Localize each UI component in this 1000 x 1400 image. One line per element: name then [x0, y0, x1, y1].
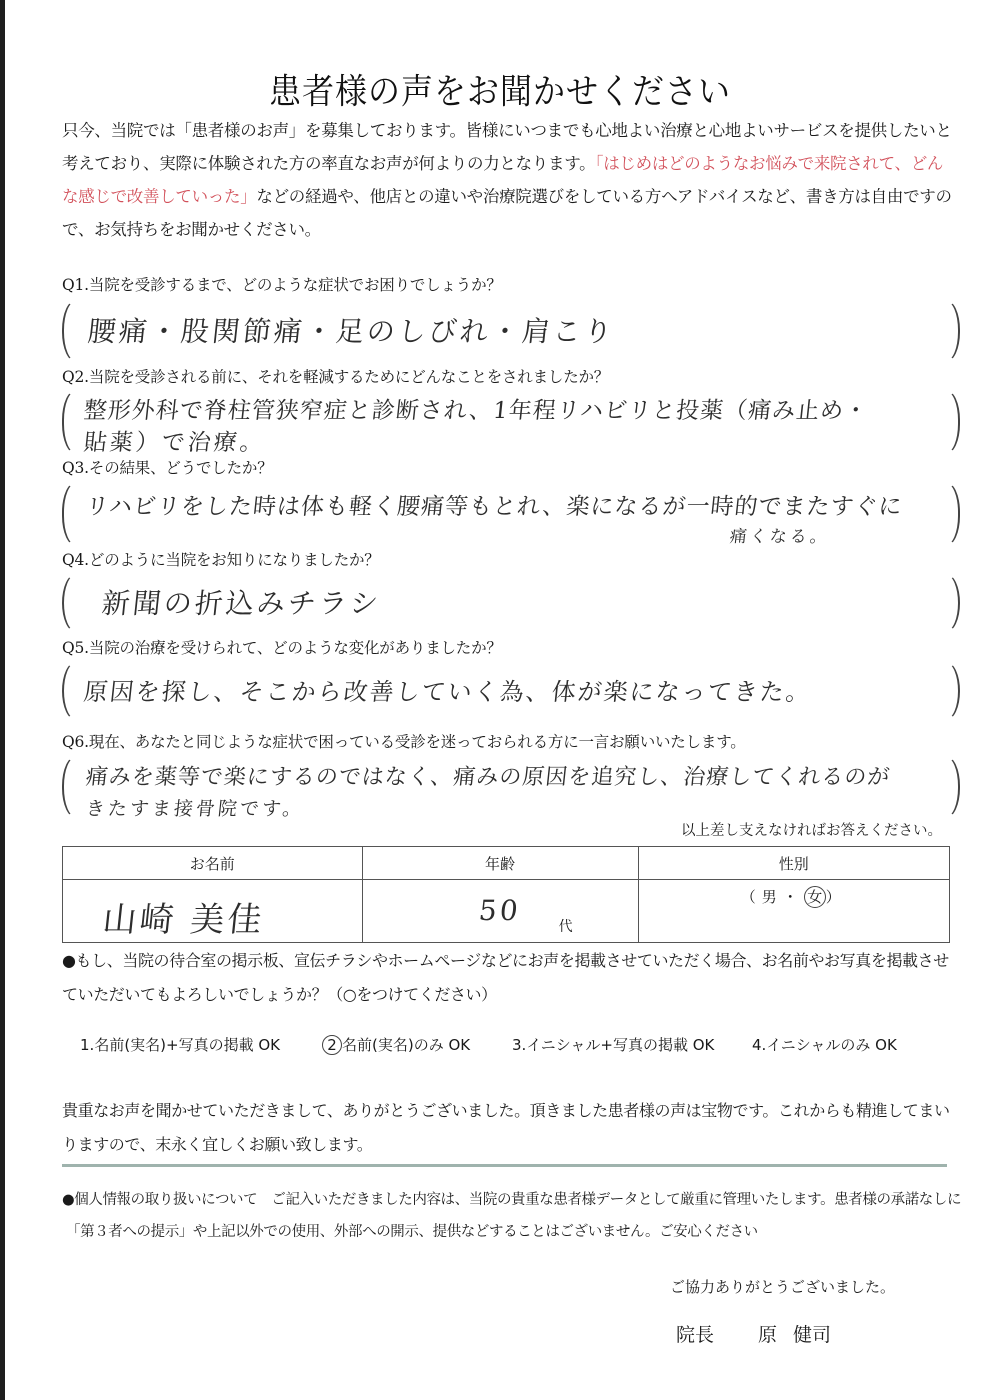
answer-6-line-2: きたすま接骨院です。 [84, 798, 306, 820]
option-2-number-circled: 2 [322, 1035, 342, 1055]
answer-4-text: 新聞の折込みチラシ [100, 587, 383, 620]
answer-3-line-2: 痛くなる。 [728, 527, 831, 547]
section-divider [62, 1164, 947, 1167]
answer-6-line-1: 痛みを薬等で楽にするのではなく、痛みの原因を追究し、治療してくれるのが [84, 765, 892, 790]
director-surname: 原 [758, 1324, 778, 1346]
option-4-number: 4. [752, 1036, 767, 1054]
header-age: 年齢 [362, 847, 638, 880]
header-gender: 性別 [638, 847, 950, 880]
answer-2-line-1: 整形外科で脊柱管狭窄症と診断され、1年程リハビリと投薬（痛み止め・ [82, 398, 870, 424]
question-4-label: Q4.どのように当院をお知りになりましたか？ [62, 551, 380, 569]
consent-option-3[interactable] [512, 1034, 752, 1055]
consent-option-2-selected[interactable] [322, 1034, 512, 1055]
age-value: 50 [476, 894, 522, 927]
age-field[interactable] [362, 880, 638, 943]
question-1-label: Q1.当院を受診するまで、どのような症状でお困りでしょうか？ [62, 276, 502, 294]
director-signature [676, 1320, 831, 1347]
option-2-label: 名前(実名)のみ OK [342, 1036, 471, 1054]
intro-highlight: 「はじめはどのようなお悩みで来院されて、どんな感じで改善していった」 [62, 154, 944, 206]
consent-option-4[interactable] [752, 1034, 952, 1055]
answer-3-line-1: リハビリをした時は体も軽く腰痛等もとれ、楽になるが一時的でまたすぐに [84, 494, 904, 520]
answer-1-text: 腰痛・股関節痛・足のしびれ・肩こり [86, 315, 617, 348]
scan-edge [0, 0, 5, 1400]
optional-note: 以上差し支えなければお答えください。 [681, 823, 942, 839]
patient-info-table [62, 846, 950, 943]
age-unit: 代 [558, 919, 573, 935]
question-6-label: Q6.現在、あなたと同じような症状で困っている受診を迷っておられる方に一言お願いいたします。 [62, 733, 746, 751]
question-3-label: Q3.その結果、どうでしたか？ [62, 459, 273, 477]
gender-male-option[interactable]: 男 [761, 888, 783, 906]
option-4-label: イニシャルのみ OK [766, 1036, 897, 1054]
intro-text-after: などの経過や、他店との違いや治療院選びをしている方へアドバイスなど、書き方は自由ですので、お気持ちをお聞かせください。 [62, 187, 952, 239]
consent-options [80, 1034, 960, 1055]
gender-field[interactable] [638, 880, 950, 943]
gender-options [639, 886, 950, 908]
gender-paren-close: ） [825, 888, 847, 906]
consent-option-1[interactable] [80, 1034, 322, 1055]
privacy-notice [62, 1184, 962, 1248]
director-title: 院長 [676, 1324, 715, 1346]
header-name: お名前 [63, 847, 363, 880]
question-2-label: Q2.当院を受診される前に、それを軽減するためにどんなことをされましたか？ [62, 368, 610, 386]
answer-5-text: 原因を探し、そこから改善していく為、体が楽になってきた。 [82, 678, 814, 706]
name-value: 山崎 美佳 [100, 900, 267, 940]
cooperation-thanks: ご協力ありがとうございました。 [670, 1278, 896, 1296]
director-given-name: 健司 [793, 1324, 832, 1346]
option-1-number: 1. [80, 1036, 95, 1054]
intro-text: 只今、当院では「患者様のお声」を募集しております。皆様にいつまでも心地よい治療と心地よいサービスを提供したいと考えており、実際に体験された方の率直なお声が何よりの力となります。 [62, 121, 952, 173]
answer-2-line-2: 貼薬）で治療。 [82, 430, 268, 456]
thanks-paragraph: 貴重なお声を聞かせていただきまして、ありがとうございました。頂きました患者様の声は宝物です。これからも精進してまいりますので、末永く宜しくお願い致します。 [62, 1101, 950, 1154]
option-3-label: イニシャル+写真の掲載 OK [526, 1036, 715, 1054]
publication-consent-text: ●もし、当院の待合室の掲示板、宣伝チラシやホームページなどにお声を掲載させていただく場合、お名前やお写真を掲載させていただいてもよろしいでしょうか？（○をつけてください） [62, 951, 949, 1004]
option-3-number: 3. [512, 1036, 527, 1054]
gender-female-option-selected[interactable]: 女 [804, 886, 826, 908]
question-5-label: Q5.当院の治療を受けられて、どのような変化がありましたか？ [62, 639, 502, 657]
name-field[interactable] [63, 880, 363, 943]
privacy-line-2: 「第３者への提示」や上記以外での使用、外部への開示、提供などすることはございません。ご安心ください [66, 1224, 758, 1240]
option-1-label: 名前(実名)+写真の掲載 OK [94, 1036, 280, 1054]
privacy-line-1: ●個人情報の取り扱いについて ご記入いただきました内容は、当院の貴重な患者様データとして厳重に管理いたします。患者様の承諾なしに [62, 1192, 962, 1208]
page-title: 患者様の声をお聞かせください [268, 70, 731, 113]
gender-separator: ・ [782, 888, 804, 906]
gender-paren-open: （ [740, 888, 762, 906]
intro-paragraph [62, 114, 952, 246]
